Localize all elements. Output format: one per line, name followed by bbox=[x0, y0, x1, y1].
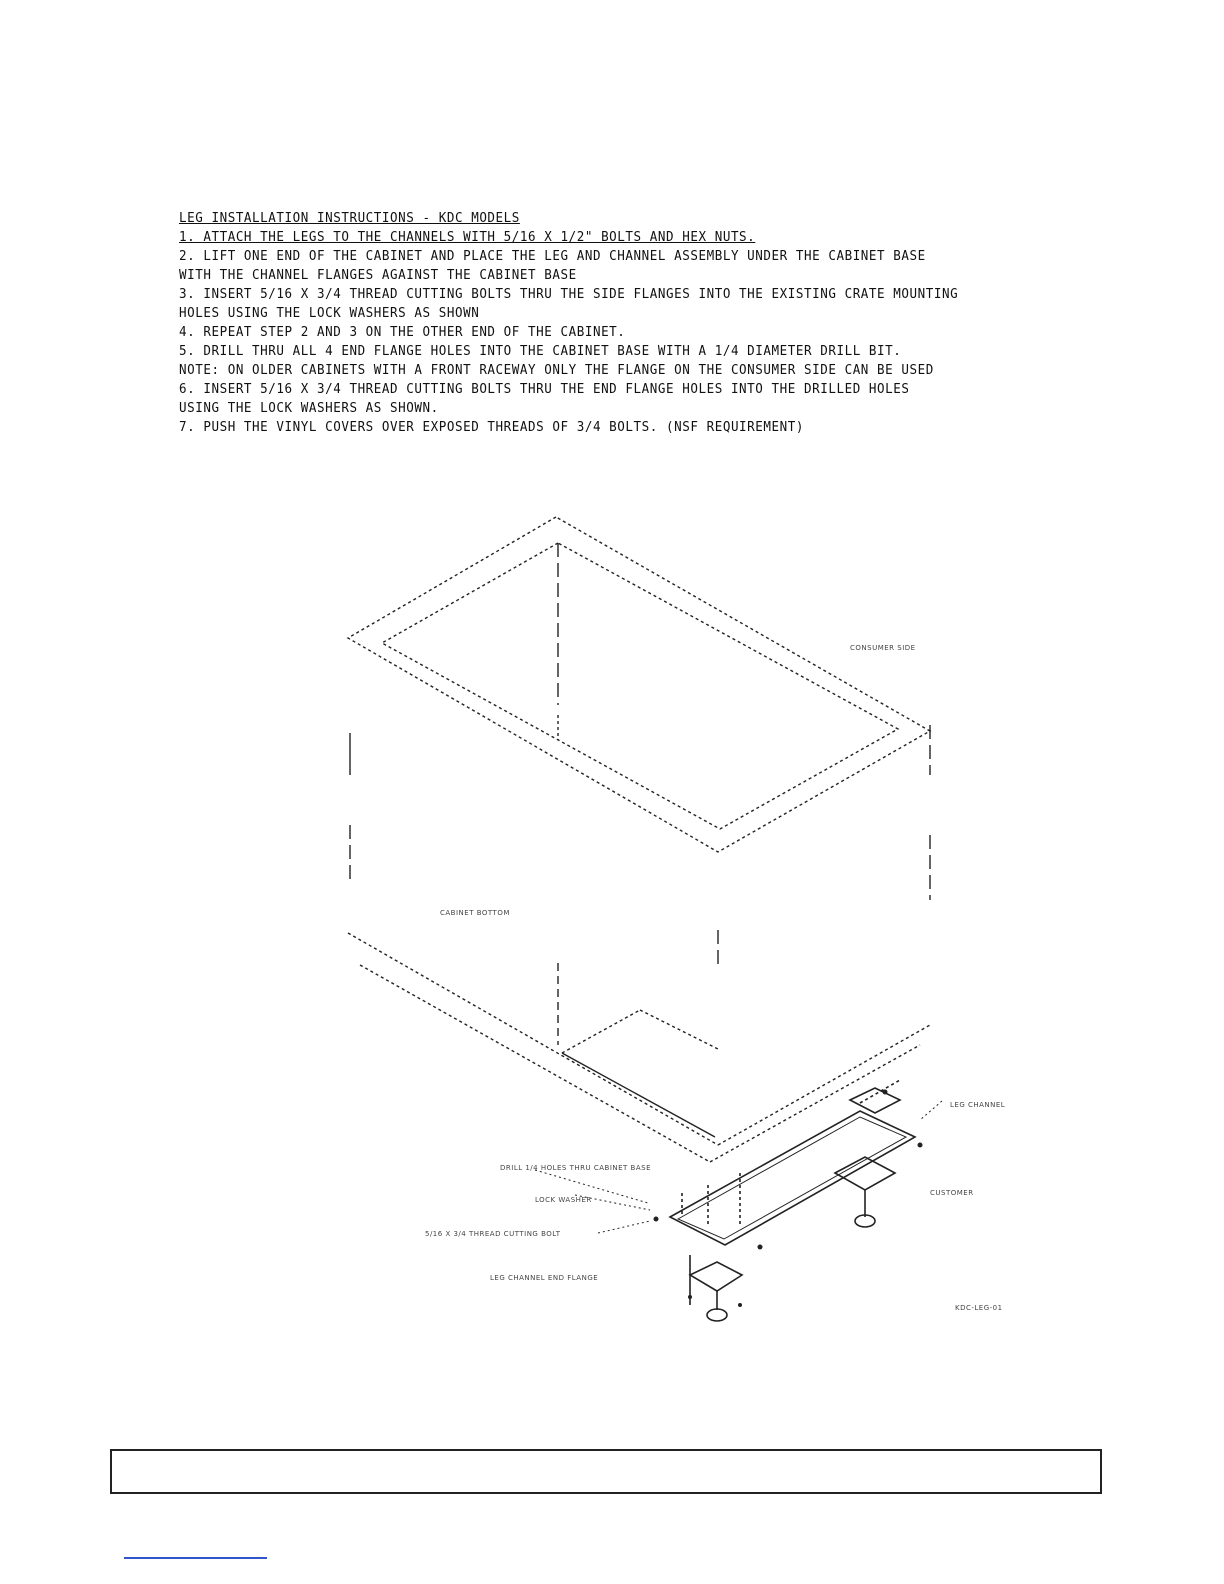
callout-thread-bolt: 5/16 X 3/4 THREAD CUTTING BOLT bbox=[425, 1230, 561, 1238]
leg-channel-frame bbox=[670, 1111, 915, 1245]
callout-end-flange: LEG CHANNEL END FLANGE bbox=[490, 1274, 599, 1282]
instruction-line: 3. INSERT 5/16 X 3/4 THREAD CUTTING BOLTS THRU THE SIDE FLANGES INTO THE EXISTING CRATE MOUNTING bbox=[179, 286, 959, 302]
callout-consumer-side: CONSUMER SIDE bbox=[850, 644, 916, 652]
instructions-title: LEG INSTALLATION INSTRUCTIONS - KDC MODELS bbox=[179, 210, 520, 226]
instruction-line: 6. INSERT 5/16 X 3/4 THREAD CUTTING BOLTS THRU THE END FLANGE HOLES INTO THE DRILLED HOLES bbox=[179, 381, 910, 397]
callout-leg-channel: LEG CHANNEL bbox=[950, 1101, 1006, 1109]
instruction-line: 5. DRILL THRU ALL 4 END FLANGE HOLES INTO THE CABINET BASE WITH A 1/4 DIAMETER DRILL BIT. bbox=[179, 343, 902, 359]
cabinet-top-outer bbox=[348, 517, 930, 852]
instructions-block bbox=[179, 209, 1119, 437]
instruction-line: 7. PUSH THE VINYL COVERS OVER EXPOSED THREADS OF 3/4 BOLTS. (NSF REQUIREMENT) bbox=[179, 419, 804, 435]
drawing-number: KDC-LEG-01 bbox=[955, 1304, 1003, 1312]
callout-cabinet-bottom: CABINET BOTTOM bbox=[440, 909, 510, 917]
leg-assembly-drawing bbox=[330, 505, 1050, 1345]
instruction-line: 2. LIFT ONE END OF THE CABINET AND PLACE THE LEG AND CHANNEL ASSEMBLY UNDER THE CABINET BASE bbox=[179, 248, 926, 264]
callout-lock-washer: LOCK WASHER bbox=[535, 1196, 592, 1204]
footer-link-underline[interactable] bbox=[124, 1557, 267, 1559]
instruction-line: 4. REPEAT STEP 2 AND 3 ON THE OTHER END OF THE CABINET. bbox=[179, 324, 626, 340]
footer-box bbox=[110, 1449, 1102, 1494]
instruction-line: NOTE: ON OLDER CABINETS WITH A FRONT RACEWAY ONLY THE FLANGE ON THE CONSUMER SIDE CAN BE USED bbox=[179, 362, 934, 378]
callout-drill-holes: DRILL 1/4 HOLES THRU CABINET BASE bbox=[500, 1164, 652, 1172]
instruction-line: HOLES USING THE LOCK WASHERS AS SHOWN bbox=[179, 305, 480, 321]
instruction-line: USING THE LOCK WASHERS AS SHOWN. bbox=[179, 400, 439, 416]
callout-customer: CUSTOMER bbox=[930, 1189, 974, 1197]
cabinet-top-inner bbox=[382, 543, 898, 829]
instruction-line: WITH THE CHANNEL FLANGES AGAINST THE CABINET BASE bbox=[179, 267, 577, 283]
instruction-line: 1. ATTACH THE LEGS TO THE CHANNELS WITH 5/16 X 1/2" BOLTS AND HEX NUTS. bbox=[179, 229, 756, 245]
leg-plate bbox=[690, 1262, 742, 1291]
leg-plate bbox=[835, 1157, 895, 1190]
